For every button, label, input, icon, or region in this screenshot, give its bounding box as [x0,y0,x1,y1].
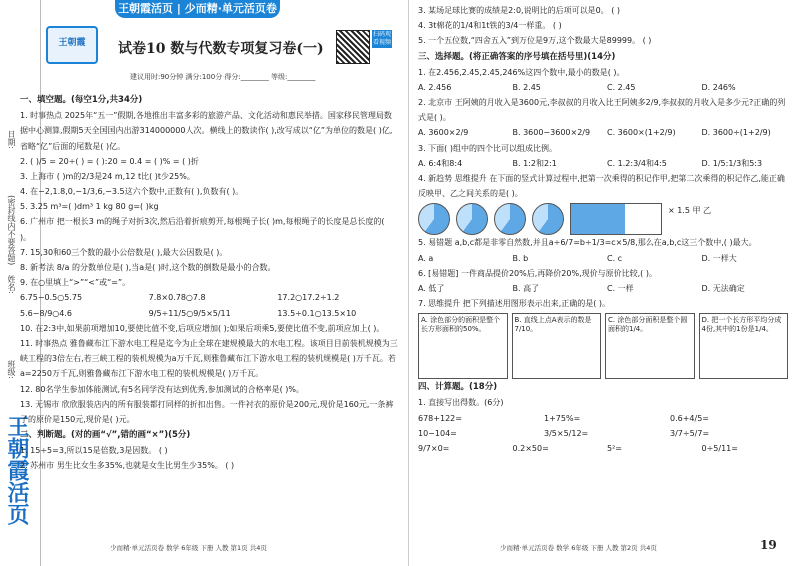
option: A. 2.456 [418,82,452,92]
section-choice: 三、选择题。(将正确答案的序号填在括号里)(14分) [418,51,616,62]
calc-item: 678+122= [418,413,462,423]
option: A. a [418,253,434,263]
option: C. 一样 [607,283,634,293]
question-3: 3. 上海市 ( )m的2/3是24 m,12 t比( )t少25%。 [20,171,195,181]
section-calc: 四、计算题。(18分) [418,382,498,393]
question-9: 9. 在○里填上“>”“<”或“=”。 [20,278,131,288]
compare-item: 17.2○17.2÷1.2 [277,293,340,303]
column-divider [408,0,409,566]
judge-2: 2. 苏州市 男生比女生多35%,也就是女生比男生少35%。 ( ) [20,461,235,471]
choice-7: 7. 思维提升 把下列描述用图形表示出来,正确的是( )。 [418,299,611,309]
bar-figure [570,203,662,235]
option: D. 246% [701,82,736,92]
calc-item: 5²= [607,444,622,454]
right-column [418,3,788,456]
choice-3: 3. 下面( )组中的四个比可以组成比例。 [418,143,557,153]
calc-item: 0.2×50= [512,444,549,454]
question-2: 2. ( )/5 = 20÷( ) = ( ):20 = 0.4 = ( )% = ( )折 [20,156,199,166]
choice-1: 1. 在2.456,2.45,2.45,246%这四个数中,最小的数是( )。 [418,67,625,77]
question-1: 1. 时事热点 2025年“五一”假期,各地推出丰富多彩的旅游产品、文化活动和惠民举措。国家移民管理局数据中心测算,假期5天全国国内出游314000000人次。横线上的数读作( ),改写成以“亿”为单位的数是( )亿,省略“亿”后面的尾数是( )亿。 [20,111,393,151]
question-4: 4. 在−2,1.8,0,−1/3,6,−3.5这六个数中,正数有( ),负数有( )。 [20,187,244,197]
option-card-c: C. 涂色部分面积是整个圆面积的1/4。 [605,313,695,379]
choice-2: 2. 北京市 王阿姨的月收入是3600元,李叔叔的月收入比王阿姨多2/9,李叔叔的月收入是多少元?正确的列式是( )。 [418,98,786,123]
calc-item: 3/5×5/12= [544,428,589,438]
choice-7-cards [418,313,788,379]
pie-icon [494,203,526,235]
pie-icon [532,203,564,235]
option-card-b: B. 直线上点A表示的数是7/10。 [512,313,602,379]
calc-item: 10−104= [418,428,457,438]
book-logo: 王朝霞 [46,26,98,64]
calc-item: 9/7×0= [418,444,450,454]
option: D. 3600÷(1+2/9) [701,128,771,138]
option: B. 1:2和2:1 [512,158,557,168]
qr-code-icon[interactable] [336,30,370,64]
compare-row-2 [20,306,398,321]
option: B. 高了 [512,283,540,293]
question-10: 10. 在2:3中,如果前项增加10,要使比值不变,后项应增加( );如果后项乘5,要使比值不变,前项应加上( )。 [20,323,385,333]
option-card-d: D. 把一个长方形平均分成4份,其中的1份是1/4。 [699,313,789,379]
series-banner: 王朝霞活页 | 少而精·单元活页卷 [115,0,280,18]
calc-item: 3/7÷5/7= [670,428,710,438]
section-fill-blank: 一、填空题。(每空1分,共34分) [20,95,143,105]
calc-item: 0÷5/11= [701,444,738,454]
choice-3-options [418,156,788,171]
compare-row-1 [20,290,398,305]
question-7: 7. 15,30和60三个数的最小公倍数是( ),最大公因数是( )。 [20,247,228,257]
page-number: 19 [760,538,777,552]
judge-1: 1. 15÷5=3,所以15是倍数,3是因数。 ( ) [20,446,168,456]
compare-item: 13.5÷0.1○13.5×10 [277,308,357,318]
calc-item: 0.6+4/5= [670,413,710,423]
judge-3: 3. 某场足球比赛的成绩是2:0,说明比的后项可以是0。 ( ) [418,6,621,15]
exam-meta: 建议用时:90分钟 满分:100分 得分:________ 等级:________ [130,73,316,81]
option-card-a: A. 涂色部分的面积是整个长方形面积的50%。 [418,313,508,379]
calc-item: 1+75%= [544,413,581,423]
left-column [20,92,398,474]
calc-row-2 [418,426,788,441]
qr-label: 扫码观看视频 [372,31,391,46]
judge-5: 5. 一个五位数,“四舍五入”到万位是9万,这个数最大是89999。 ( ) [418,36,652,46]
footer-right: 少而精·单元活页卷 数学 6年级 下册 人教 第2页 共4页 [500,544,657,552]
choice-4: 4. 新趋势 思维提升 在下面的竖式计算过程中,把第一次乘得的积记作甲,把第二次乘得的积记作乙,能正确反映甲、乙之间关系的是( )。 [418,174,785,199]
option: A. 低了 [418,283,445,293]
page-title: 试卷10 数与代数专项复习卷(一) [118,41,324,57]
choice-5-options [418,251,788,266]
compare-item: 7.8×0.78○7.8 [148,293,206,303]
option: C. c [607,253,623,263]
option: C. 2.45 [607,82,636,92]
option: A. 6:4和8:4 [418,158,463,168]
option: D. 无法确定 [701,283,745,293]
choice-6-options [418,281,788,296]
judge-4: 4. 3t棉花的1/4和1t铁的3/4一样重。 ( ) [418,21,562,31]
choice-5: 5. 易错题 a,b,c都是非零自然数,并且a÷6/7=b÷1/3=c×5/8,那么在a,b,c这三个数中,( )最大。 [418,238,757,248]
seal-line-note: (密封线内不要答题) [7,195,16,266]
compare-item: 9/5÷11/5○9/5×5/11 [148,308,231,318]
option: C. 1.2:3/4和4:5 [607,158,667,168]
question-11: 11. 时事热点 雅鲁藏布江下游水电工程是迄今为止全球在建规模最大的水电工程。该项目目前装机规模为三峡工程的3倍左右,若三峡工程的装机规模为a万千瓦,则雅鲁藏布江下游水电工程的装机规模是( )万千瓦。若a=2250万千瓦,则雅鲁藏布江下游水电工程的装机规模是( )万千瓦。 [20,338,398,379]
name-label: 姓名: [7,275,16,294]
calc-row-3 [418,441,788,456]
calc-subtitle: 1. 直接写出得数。(6分) [418,398,504,408]
question-5: 5. 3.25 m³=( )dm³ 1 kg 80 g=( )kg [20,202,159,212]
pie-icon [456,203,488,235]
option: C. 3600×(1+2/9) [607,128,676,138]
question-8: 8. 新考法 8/a 的分数单位是( ),当a是( )时,这个数的倒数是最小的合数。 [20,263,276,273]
choice-6: 6. [易错题] 一件商品提价20%后,再降价20%,现价与原价比较,( )。 [418,268,657,278]
date-label: 日期: [7,130,16,149]
pie-figures [418,203,788,235]
option: B. b [512,253,529,263]
option: B. 2.45 [512,82,541,92]
question-13: 13. 无锡市 欣欣服装店内的所有服装都打同样的折扣出售。一件衬衣的原价是200元,现价是160元,一条裤子的原价是150元,现价是( )元。 [20,399,394,424]
question-6: 6. 广州市 把一根长3 m的绳子对折3次,然后沿着折痕剪开,每根绳子长( )m,每根绳子的长度是总长度的( )。 [20,217,385,242]
pie-icon [418,203,450,235]
option: B. 3600−3600×2/9 [512,128,591,138]
calc-side-note: × 1.5 甲 乙 [668,206,712,216]
choice-2-options [418,125,788,140]
compare-item: 6.75−0.5○5.75 [20,293,83,303]
calc-row-1 [418,411,788,426]
option: D. 1/5:1/3和5:3 [701,158,763,168]
compare-item: 5.6−8/9○4.6 [20,308,73,318]
option: D. 一样大 [701,253,737,263]
section-judge: 二、判断题。(对的画“√”,错的画“×”)(5分) [20,430,191,441]
choice-1-options [418,80,788,95]
option: A. 3600×2/9 [418,128,469,138]
question-12: 12. 80名学生参加体能测试,有5名同学没有达到优秀,参加测试的合格率是( )%。 [20,384,305,394]
footer-left: 少而精·单元活页卷 数学 6年级 下册 人教 第1页 共4页 [110,544,267,552]
class-label: 班级: [7,360,16,379]
brand-logo: 王朝霞活页 [4,415,30,525]
